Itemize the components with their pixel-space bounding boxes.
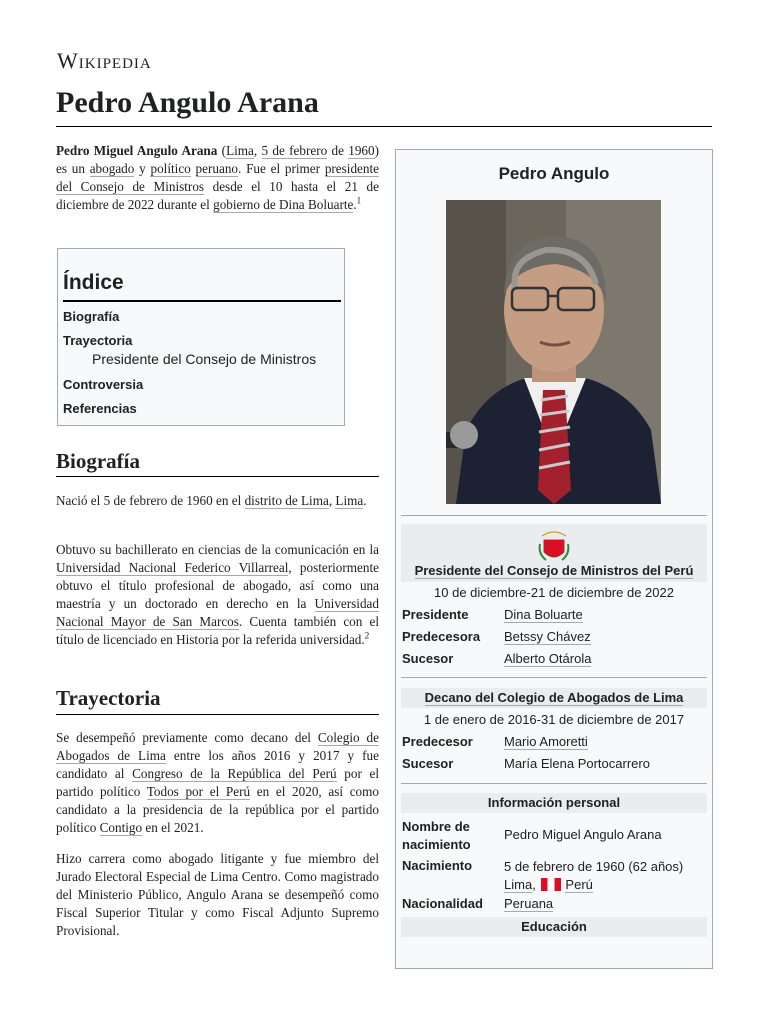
intro-bold-name: Pedro Miguel Angulo Arana [56, 143, 218, 158]
text: entre los años 2016 y 2017 y fue candidato al [56, 748, 379, 781]
link-1960[interactable]: 1960 [348, 143, 375, 158]
link-unmsm[interactable]: Universidad Nacional Mayor de San Marcos [56, 596, 379, 629]
text: . Cuenta también con el título de licenciado en Historia por la referida universidad. [56, 614, 379, 647]
reference-1[interactable]: 1 [356, 195, 362, 206]
link-presidente-consejo[interactable]: presidente del Consejo de Ministros [56, 161, 380, 194]
label-nombre-nacimiento: Nombre de nacimiento [402, 819, 471, 852]
office1-value-predecesora[interactable] [504, 629, 591, 644]
office1-value-sucesor[interactable] [504, 651, 591, 666]
link-unfv[interactable]: Universidad Nacional Federico Villarreal [56, 560, 289, 575]
text [191, 161, 196, 176]
infobox-divider [401, 515, 707, 516]
link-5-febrero[interactable]: 5 de febrero [261, 143, 328, 158]
text: , posteriormente obtuvo el título profesional de abogado, así como una maestría y un doctorado en derecho en la [56, 560, 379, 611]
link-alberto-otarola[interactable]: Alberto Otárola [504, 651, 592, 666]
toc-item-biografia[interactable]: Biografía [63, 309, 120, 324]
link-betssy-chavez[interactable]: Betssy Chávez [504, 629, 591, 644]
office1-label-presidente: Presidente [402, 607, 469, 622]
text: Obtuvo su bachillerato en ciencias de la comunicación en la [56, 542, 379, 557]
personal-header: Información personal [401, 793, 707, 813]
link-dina-boluarte[interactable]: Dina Boluarte [504, 607, 583, 622]
link-abogado[interactable]: abogado [89, 161, 135, 176]
text: Nació el 5 de febrero de 1960 en el [56, 493, 245, 508]
link-distrito-lima[interactable]: distrito de Lima [244, 493, 329, 508]
peru-flag-icon [541, 878, 561, 891]
trayectoria-paragraph-1 [56, 729, 379, 837]
peru-coat-of-arms-icon [538, 526, 570, 564]
link-contigo[interactable]: Contigo [99, 820, 143, 835]
toc-item-trayectoria[interactable]: Trayectoria [63, 333, 133, 348]
text: de [327, 143, 349, 158]
text: . Fue el primer [238, 161, 325, 176]
text: , [253, 143, 262, 158]
office1-label-predecesora: Predecesora [402, 629, 481, 644]
heading-divider [56, 476, 379, 477]
toc-item-presidente-consejo[interactable]: Presidente del Consejo de Ministros [92, 351, 317, 367]
link-peru[interactable]: Perú [565, 877, 593, 892]
birth-date: 5 de febrero de 1960 (62 años) [504, 859, 684, 874]
office1-dates: 10 de diciembre-21 de diciembre de 2022 [434, 585, 674, 600]
text: Se desempeñó previamente como decano del [56, 730, 318, 745]
education-header: Educación [401, 917, 707, 937]
text: ( [217, 143, 227, 158]
office2-value-predecesor[interactable] [504, 734, 588, 749]
value-nacionalidad[interactable] [504, 896, 553, 911]
link-lima[interactable]: Lima [226, 143, 254, 158]
text: ) es un [56, 143, 380, 176]
office2-label-predecesor: Predecesor [402, 734, 473, 749]
table-of-contents [57, 248, 345, 426]
infobox-divider [401, 783, 707, 784]
office2-title-link[interactable]: Decano del Colegio de Abogados de Lima [424, 690, 684, 705]
link-todos-por-el-peru[interactable]: Todos por el Perú [146, 784, 251, 799]
text: y [134, 161, 151, 176]
intro-paragraph [56, 142, 379, 214]
portrait-photo[interactable] [446, 200, 661, 504]
infobox [395, 149, 713, 969]
text: desde el 10 hasta el 21 de diciembre de 2022 durante el [56, 179, 379, 212]
text: en el 2021. [142, 820, 204, 835]
office1-label-sucesor: Sucesor [402, 651, 454, 666]
link-peruano[interactable]: peruano [195, 161, 239, 176]
link-peruana[interactable]: Peruana [504, 896, 554, 911]
label-nacimiento: Nacimiento [402, 858, 473, 873]
office1-title[interactable] [401, 563, 707, 578]
toc-item-controversia[interactable]: Controversia [63, 377, 144, 392]
link-lima-birth[interactable]: Lima [504, 877, 533, 892]
text: en el 2020, así como candidato a la presidencia de la república por el partido político [56, 784, 379, 835]
toc-divider [63, 300, 341, 302]
trayectoria-paragraph-2: Hizo carrera como abogado litigante y fue miembro del Jurado Electoral Especial de Lima Centro. Como magistrado del Ministerio Público, Angulo Arana se desempeñó como Fiscal Superior Titular y como Fiscal Adjunto Supremo Provisional. [56, 851, 379, 938]
text: , [328, 493, 336, 508]
text: . [363, 493, 367, 508]
heading-divider [56, 714, 379, 715]
toc-item-referencias[interactable]: Referencias [63, 401, 137, 416]
value-nacimiento: 5 de febrero de 1960 (62 años) Lima, Perú [504, 859, 684, 892]
link-politico[interactable]: político [150, 161, 191, 176]
heading-biografia: Biografía [56, 449, 140, 473]
page-title: Pedro Angulo Arana [56, 86, 319, 119]
office2-value-sucesor: María Elena Portocarrero [504, 756, 650, 771]
office2-header[interactable] [401, 688, 707, 708]
office1-title-link[interactable]: Presidente del Consejo de Ministros del Perú [414, 563, 694, 578]
biografia-paragraph-2 [56, 541, 379, 649]
infobox-name: Pedro Angulo [498, 164, 610, 183]
toc-title: Índice [63, 271, 124, 294]
reference-2[interactable]: 2 [364, 630, 370, 641]
link-mario-amoretti[interactable]: Mario Amoretti [504, 734, 588, 749]
office2-dates: 1 de enero de 2016-31 de diciembre de 2017 [423, 712, 685, 727]
infobox-divider [401, 677, 707, 678]
link-colegio-abogados[interactable]: Colegio de Abogados de Lima [56, 730, 379, 763]
title-divider [56, 126, 712, 127]
heading-trayectoria: Trayectoria [56, 686, 161, 710]
wikipedia-logo[interactable]: Wikipedia [57, 48, 152, 73]
link-congreso[interactable]: Congreso de la República del Perú [132, 766, 337, 781]
office1-value-presidente[interactable] [504, 607, 583, 622]
link-lima-2[interactable]: Lima [335, 493, 364, 508]
value-nombre-nacimiento: Pedro Miguel Angulo Arana [504, 827, 662, 842]
biografia-paragraph-1 [56, 492, 379, 510]
label-nacionalidad: Nacionalidad [402, 896, 483, 911]
text: por el partido político [56, 766, 380, 799]
office2-label-sucesor: Sucesor [402, 756, 454, 771]
link-gobierno-boluarte[interactable]: gobierno de Dina Boluarte [213, 197, 354, 212]
text: . [353, 197, 357, 212]
